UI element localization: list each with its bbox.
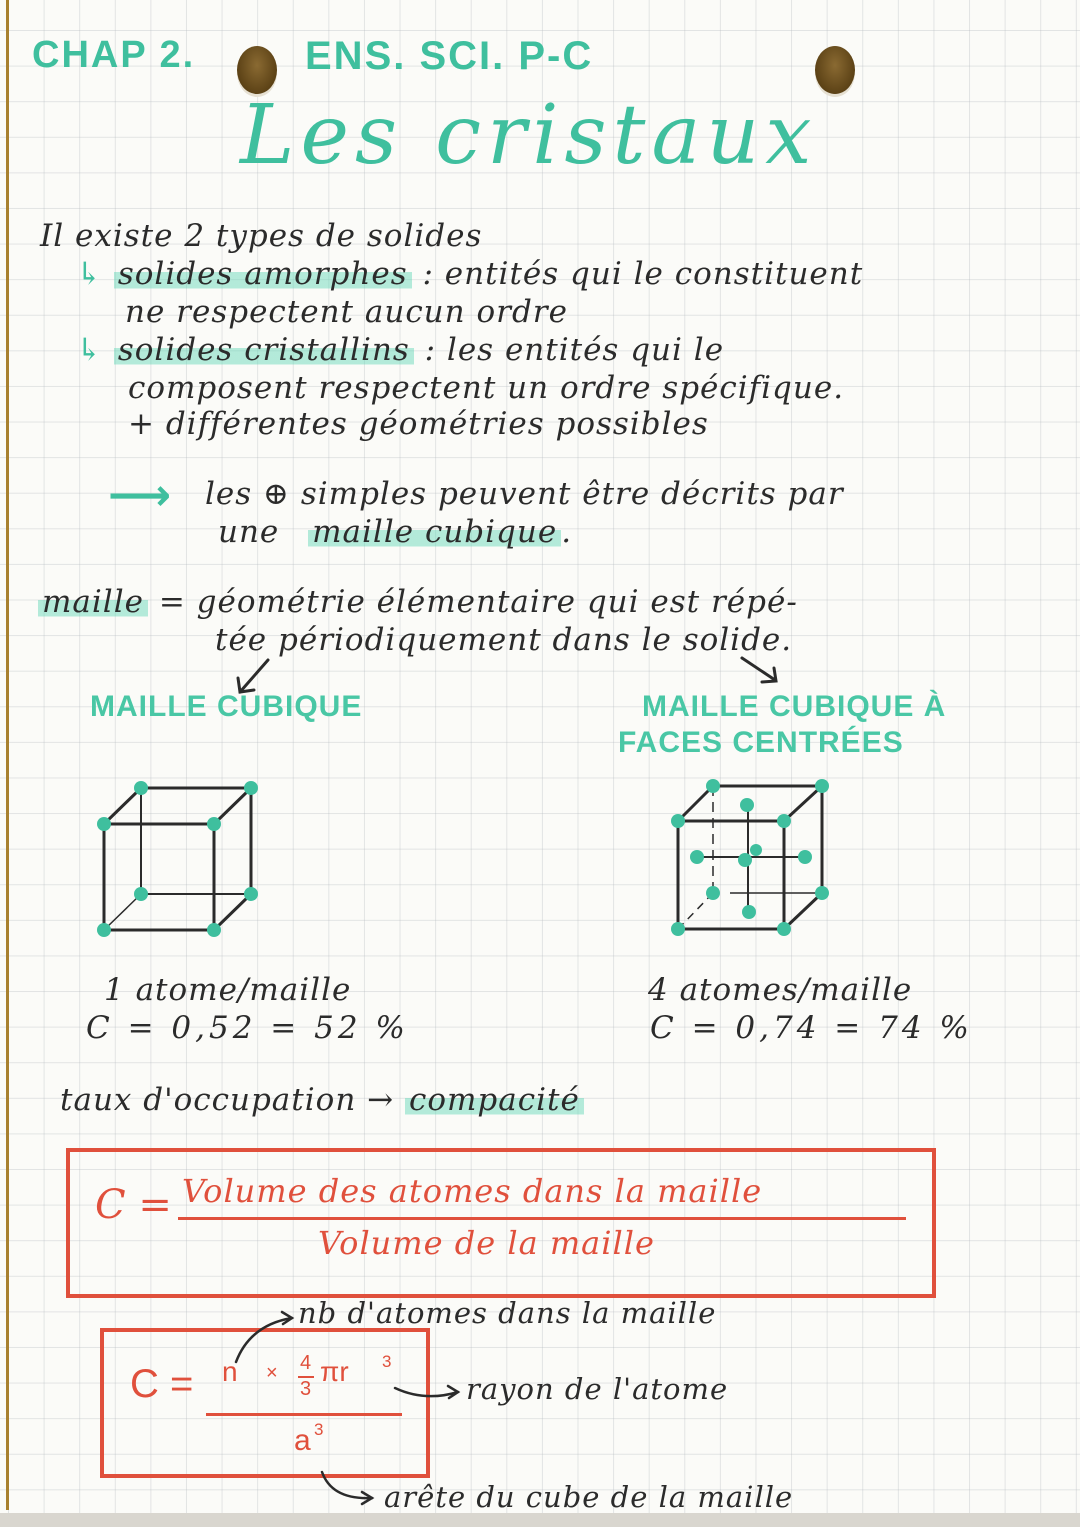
formula2-denominator: a <box>294 1424 311 1457</box>
simple-note-prefix: une <box>218 514 280 550</box>
amorphous-term: solides amorphes <box>114 256 412 292</box>
simple-cubic-compactness: C = 0,52 = 52 % <box>86 1010 409 1046</box>
amorphous-def-l1: : entités qui le constituent <box>422 256 864 292</box>
maille-def-l2: tée périodiquement dans le solide. <box>215 622 793 658</box>
long-arrow-icon: ⟶ <box>108 470 172 521</box>
maille-def-l1: = géométrie élémentaire qui est répé- <box>158 584 798 620</box>
crystalline-def-l3: + différentes géométries possibles <box>128 406 709 442</box>
chapter-label: CHAP 2. <box>32 34 196 76</box>
simple-cubic-label: MAILLE CUBIQUE <box>90 690 363 723</box>
arrow-hook-icon: ↳ <box>76 256 103 292</box>
course-label: ENS. SCI. P-C <box>305 34 594 78</box>
occupation-text: taux d'occupation <box>60 1082 357 1118</box>
formula2-exp: 3 <box>382 1352 392 1371</box>
annotation-a: arête du cube de la maille <box>384 1480 794 1514</box>
formula1-denominator: Volume de la maille <box>318 1224 655 1262</box>
formula2-times: × <box>266 1362 278 1384</box>
maille-term: maille <box>38 584 148 620</box>
formula1-lhs: C = <box>95 1182 172 1228</box>
maille-cubique-highlight: maille cubique <box>308 514 561 550</box>
crystalline-def-l1: : les entités qui le <box>424 332 725 368</box>
simple-cubic-atoms: 1 atome/maille <box>104 972 352 1008</box>
page-title: Les cristaux <box>240 88 818 183</box>
formula2-frac-den: 3 <box>300 1378 312 1400</box>
arrow-hook-icon: ↳ <box>76 332 103 368</box>
formula2-n: n <box>222 1356 238 1387</box>
simple-note-l1: les ⊕ simples peuvent être décrits par <box>205 476 844 512</box>
formula1-numerator: Volume des atomes dans la maille <box>182 1172 763 1210</box>
fcc-label-l1: MAILLE CUBIQUE À <box>642 690 947 723</box>
annotation-n: nb d'atomes dans la maille <box>298 1296 717 1330</box>
formula2-den-exp: 3 <box>314 1420 324 1439</box>
formula2-pi-r: πr <box>320 1356 349 1387</box>
fcc-label-l2: FACES CENTRÉES <box>618 726 904 759</box>
intro-line: Il existe 2 types de solides <box>40 218 483 254</box>
amorphous-def-l2: ne respectent aucun ordre <box>125 294 568 330</box>
crystalline-term: solides cristallins <box>114 332 414 368</box>
crystalline-def-l2: composent respectent un ordre spécifique. <box>128 370 845 406</box>
compacite-highlight: compacité <box>405 1082 584 1118</box>
fcc-compactness: C = 0,74 = 74 % <box>650 1010 973 1046</box>
formula2-frac-num: 4 <box>300 1352 312 1374</box>
annotation-r: rayon de l'atome <box>466 1372 729 1406</box>
right-arrow-icon: → <box>367 1082 395 1118</box>
formula2-lhs: C = <box>130 1362 194 1406</box>
fcc-atoms: 4 atomes/maille <box>648 972 913 1008</box>
simple-note-suffix: . <box>561 514 573 550</box>
